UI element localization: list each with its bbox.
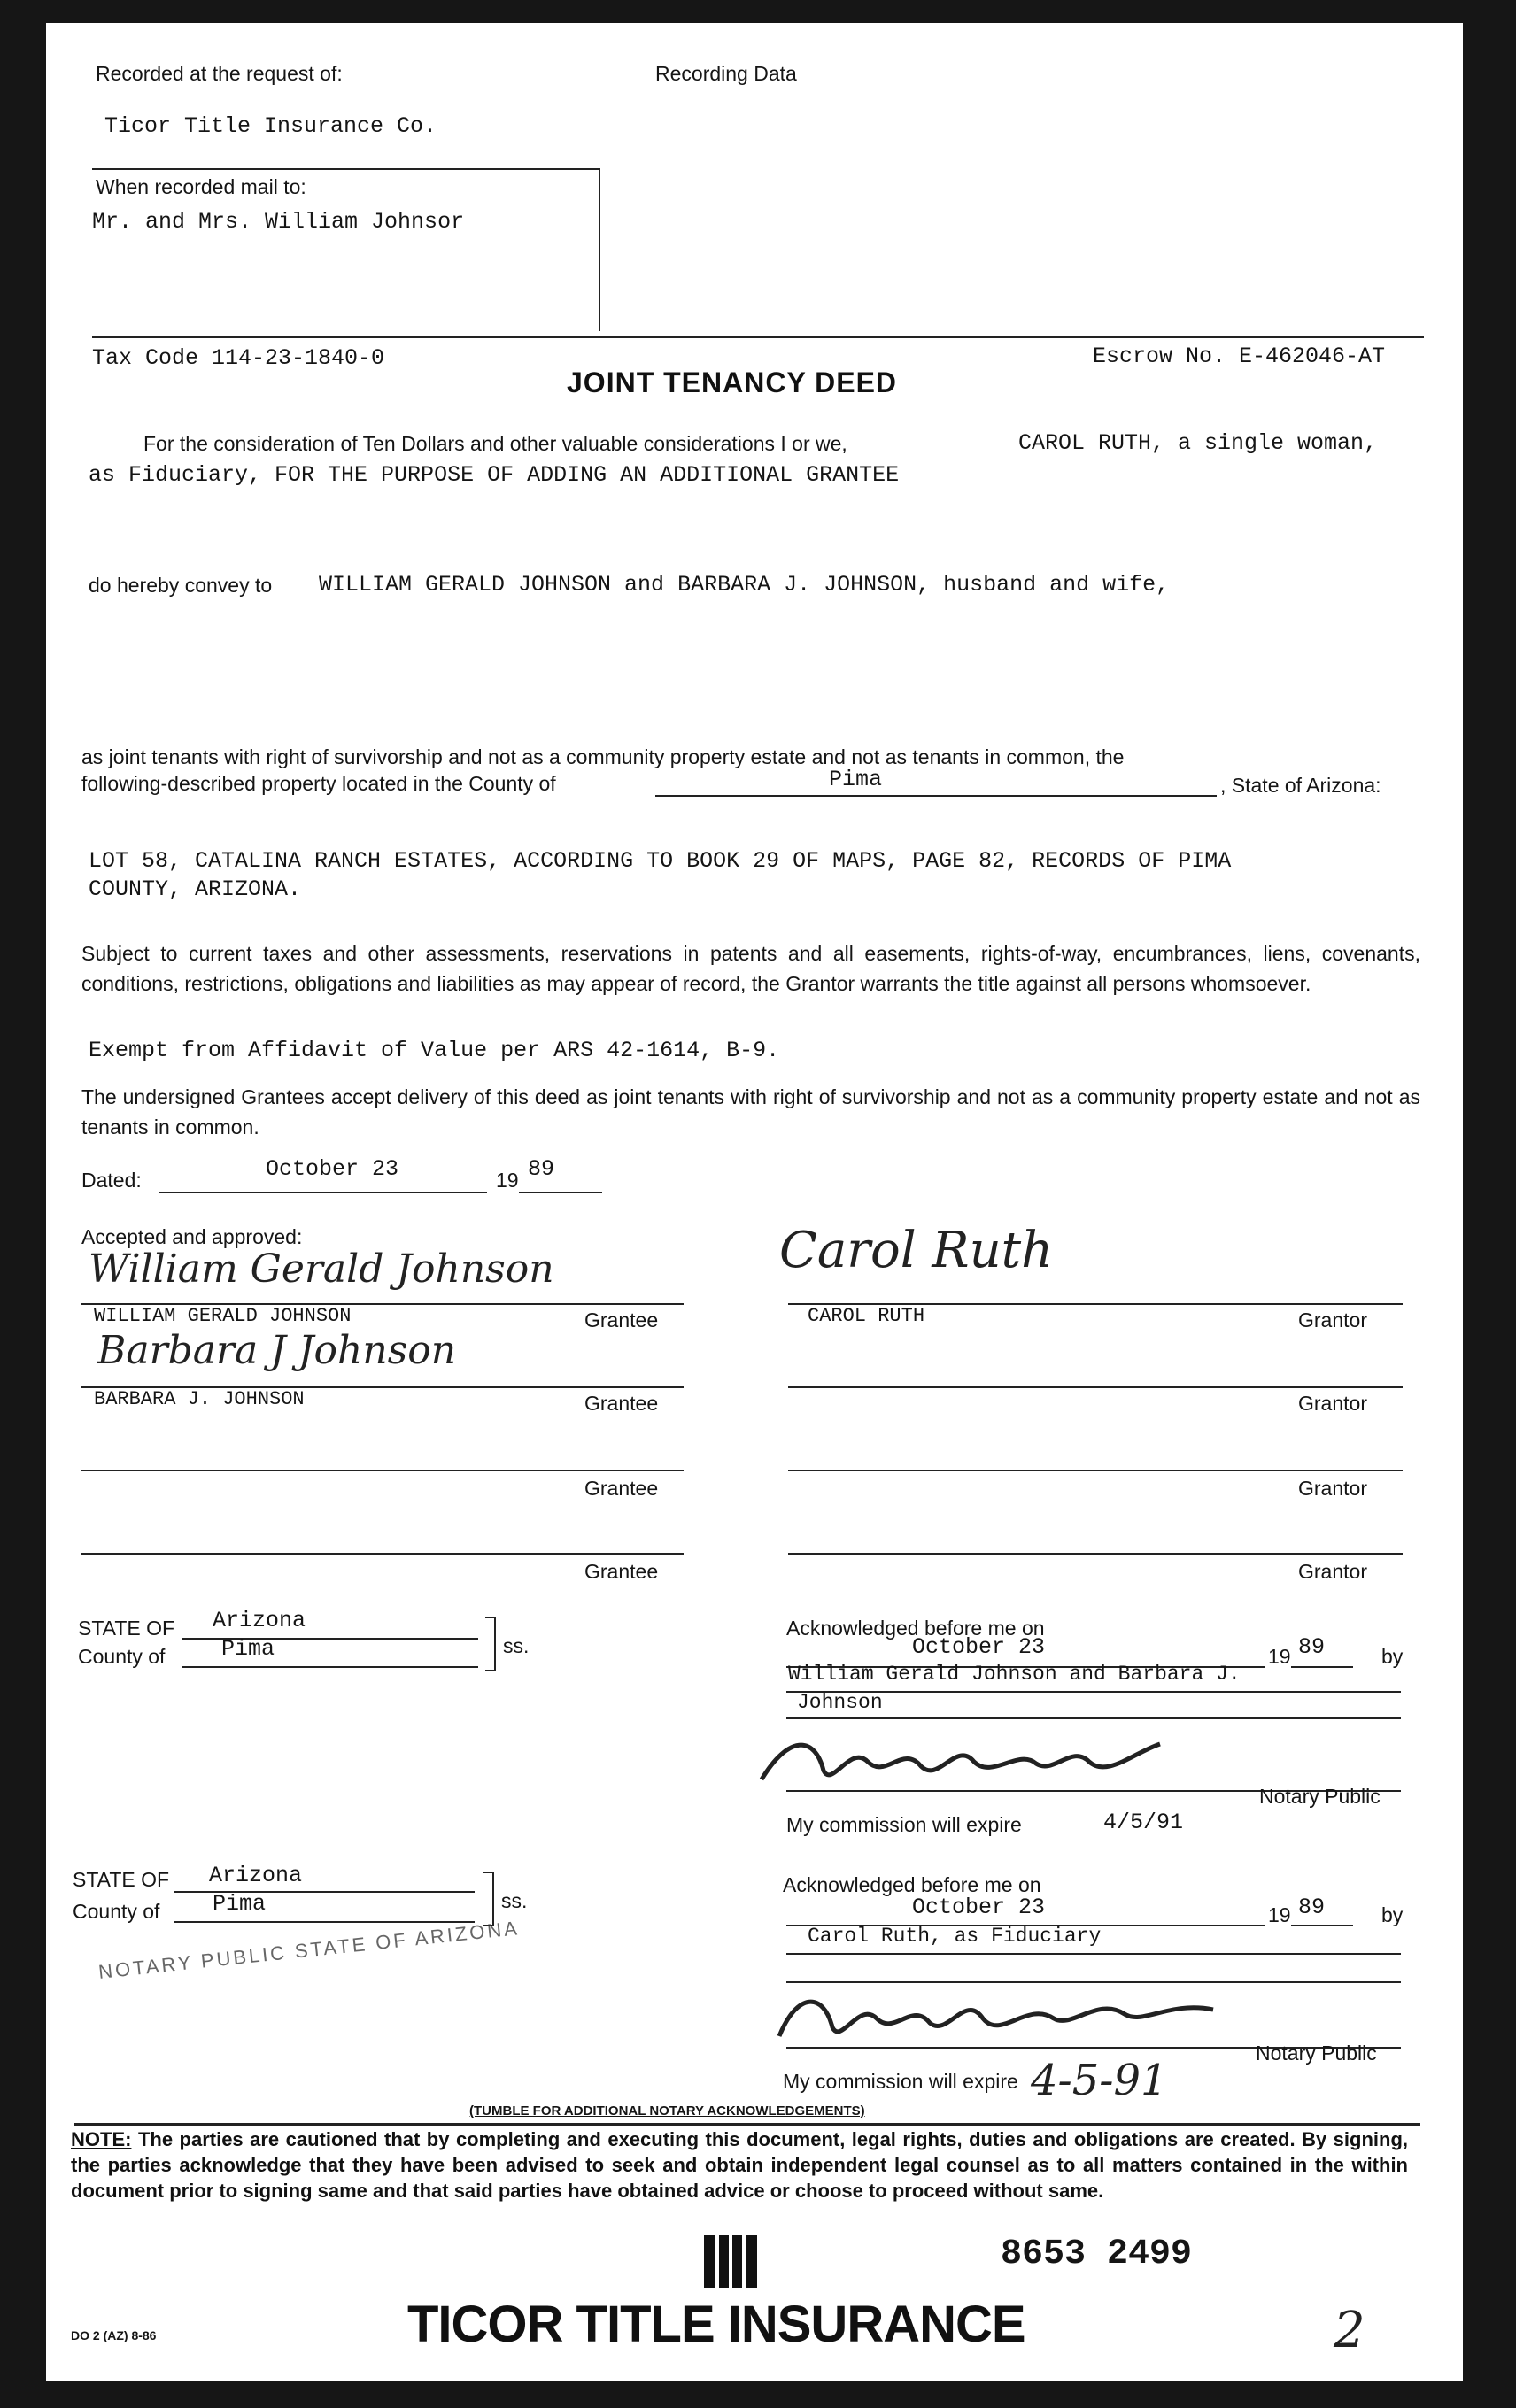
notary1-state-value: Arizona [213, 1608, 306, 1633]
grantor4-line [788, 1553, 1403, 1555]
subject-to-paragraph: Subject to current taxes and other assessments, reservations in patents and all easements, rights-of-way, encumbrances, liens, covenants, conditions, restrictions, obligations and liabilities as may appear of record, the Grantor warrants the title against all persons whomsoever. [81, 942, 1420, 995]
dated-label: Dated: [81, 1169, 142, 1192]
notary1-commission-label: My commission will expire [786, 1813, 1022, 1836]
form-code: DO 2 (AZ) 8-86 [71, 2328, 157, 2342]
grantee3-label: Grantee [584, 1477, 659, 1500]
recorded-at-request-label: Recorded at the request of: [96, 62, 343, 85]
notary2-year-prefix: 19 [1268, 1903, 1291, 1926]
notary1-names-line2: Johnson [797, 1691, 883, 1714]
ticor-brand: TICOR TITLE INSURANCE [407, 2296, 1025, 2353]
notary2-notary-public-label: Notary Public [1256, 2041, 1377, 2065]
dated-value: October 23 [266, 1156, 399, 1182]
grantees-text: WILLIAM GERALD JOHNSON and BARBARA J. JOHNSON, husband and wife, [319, 572, 1170, 598]
notary2-county-label: County of [73, 1900, 160, 1923]
additional-ack-note: (TUMBLE FOR ADDITIONAL NOTARY ACKNOWLEDGEMENTS) [469, 2103, 865, 2119]
legal-description-line2: COUNTY, ARIZONA. [89, 876, 302, 902]
grantor1-label: Grantor [1298, 1308, 1367, 1331]
grantor3-label: Grantor [1298, 1477, 1367, 1500]
mail-to-name: Mr. and Mrs. William Johnsor [92, 209, 465, 235]
county-line [655, 795, 1217, 797]
notary1-county-line [182, 1666, 478, 1668]
notary2-ack-date: October 23 [912, 1895, 1046, 1920]
notary2-state-label: STATE OF [73, 1868, 170, 1891]
ticor-logo-icon [700, 2231, 762, 2293]
notary2-ack-label: Acknowledged before me on [783, 1873, 1041, 1896]
notary2-year-line [1291, 1925, 1353, 1926]
notary1-ack-label: Acknowledged before me on [786, 1617, 1045, 1640]
notary1-signature [753, 1726, 1178, 1797]
docket-number: 8653 2499 [1001, 2234, 1193, 2274]
county-value: Pima [829, 767, 883, 792]
year-value: 89 [528, 1156, 555, 1182]
note-label: NOTE: [71, 2128, 132, 2150]
notary2-commission-value: 4-5-91 [1031, 2056, 1168, 2105]
escrow-number: Escrow No. E-462046-AT [1093, 343, 1386, 369]
mail-to-label: When recorded mail to: [96, 175, 306, 198]
grantor-text: CAROL RUTH, a single woman, [1018, 430, 1378, 456]
notary1-year-line [1291, 1666, 1353, 1668]
grantor-text-2: as Fiduciary, FOR THE PURPOSE OF ADDING AN ADDITIONAL GRANTEE [89, 462, 900, 488]
grantee4-line [81, 1553, 684, 1555]
notary2-state-value: Arizona [209, 1863, 303, 1888]
notary2-names-line [786, 1953, 1401, 1955]
page-mark: 2 [1334, 2302, 1365, 2359]
exempt-statement: Exempt from Affidavit of Value per ARS 42-1614, B-9. [89, 1038, 780, 1063]
notary2-year-value: 89 [1298, 1895, 1326, 1920]
recorded-for-value: Ticor Title Insurance Co. [104, 113, 437, 139]
notary1-county-value: Pima [221, 1636, 275, 1662]
recording-data-label: Recording Data [655, 62, 797, 85]
convey-label: do hereby convey to [89, 574, 273, 597]
notary1-names-line-2 [786, 1717, 1401, 1719]
grantor3-line [788, 1470, 1403, 1471]
notary1-year-prefix: 19 [1268, 1645, 1291, 1668]
notary2-commission-label: My commission will expire [783, 2070, 1018, 2093]
header-divider [92, 336, 1424, 338]
grantee1-signature: William Gerald Johnson [89, 1246, 554, 1292]
notary1-notary-public-label: Notary Public [1259, 1785, 1381, 1808]
consideration-label: For the consideration of Ten Dollars and other valuable considerations I or we, [143, 432, 847, 455]
year-line [519, 1192, 602, 1193]
notary2-seal-text: NOTARY PUBLIC STATE OF ARIZONA [97, 1917, 521, 1983]
state-label: , State of Arizona: [1220, 774, 1381, 797]
notary1-county-label: County of [78, 1645, 166, 1668]
notary1-brace [485, 1617, 496, 1671]
grantee3-line [81, 1470, 684, 1471]
notary2-county-line [174, 1921, 475, 1923]
notary1-ack-date: October 23 [912, 1634, 1046, 1660]
notary2-by-label: by [1381, 1903, 1404, 1926]
grantee2-name: BARBARA J. JOHNSON [94, 1388, 305, 1410]
joint-tenants-line1: as joint tenants with right of survivorship and not as a community property estate and not as tenants in common, the [81, 745, 1125, 768]
notary2-brace [483, 1872, 494, 1926]
acceptance-paragraph: The undersigned Grantees accept delivery of this deed as joint tenants with right of survivorship and not as a community property estate and not as tenants in common. [81, 1085, 1420, 1138]
grantor2-label: Grantor [1298, 1392, 1367, 1415]
notary1-names-line1: William Gerald Johnson and Barbara J. [788, 1663, 1241, 1686]
notary1-ss: ss. [503, 1634, 530, 1657]
grantor1-name: CAROL RUTH [808, 1305, 925, 1327]
grantor2-line [788, 1386, 1403, 1388]
document-title: JOINT TENANCY DEED [567, 367, 898, 398]
note-divider [74, 2123, 1420, 2126]
grantor4-label: Grantor [1298, 1560, 1367, 1583]
notary1-commission-value: 4/5/91 [1103, 1810, 1184, 1835]
notary1-state-label: STATE OF [78, 1617, 175, 1640]
accepted-approved-label: Accepted and approved: [81, 1225, 303, 1248]
grantee1-name: WILLIAM GERALD JOHNSON [94, 1305, 352, 1327]
notary2-county-value: Pima [213, 1891, 267, 1917]
note-paragraph [71, 2126, 1408, 2203]
note-text: The parties are cautioned that by completing and executing this document, legal rights, duties and obligations are created. By signing, the parties acknowledge that they have been advised to seek and obtain independent legal counsel as to all matters contained in the within document prior to signing same and that said parties have obtained advice or choose to proceed without same. [71, 2128, 1408, 2202]
year-prefix: 19 [496, 1169, 519, 1192]
grantee2-label: Grantee [584, 1392, 659, 1415]
grantor1-signature: Carol Ruth [779, 1222, 1054, 1279]
grantee1-label: Grantee [584, 1308, 659, 1331]
dated-line [159, 1192, 487, 1193]
notary2-ss: ss. [501, 1889, 528, 1912]
notary1-year-value: 89 [1298, 1634, 1326, 1660]
notary1-by-label: by [1381, 1645, 1404, 1668]
grantee4-label: Grantee [584, 1560, 659, 1583]
notary2-signature [770, 1974, 1231, 2054]
tax-code: Tax Code 114-23-1840-0 [92, 345, 385, 371]
notary2-names: Carol Ruth, as Fiduciary [808, 1925, 1102, 1948]
legal-description-line1: LOT 58, CATALINA RANCH ESTATES, ACCORDING TO BOOK 29 OF MAPS, PAGE 82, RECORDS OF PIMA [89, 848, 1232, 874]
grantee2-signature: Barbara J Johnson [97, 1328, 457, 1373]
joint-tenants-line2: following-described property located in the County of [81, 772, 556, 795]
